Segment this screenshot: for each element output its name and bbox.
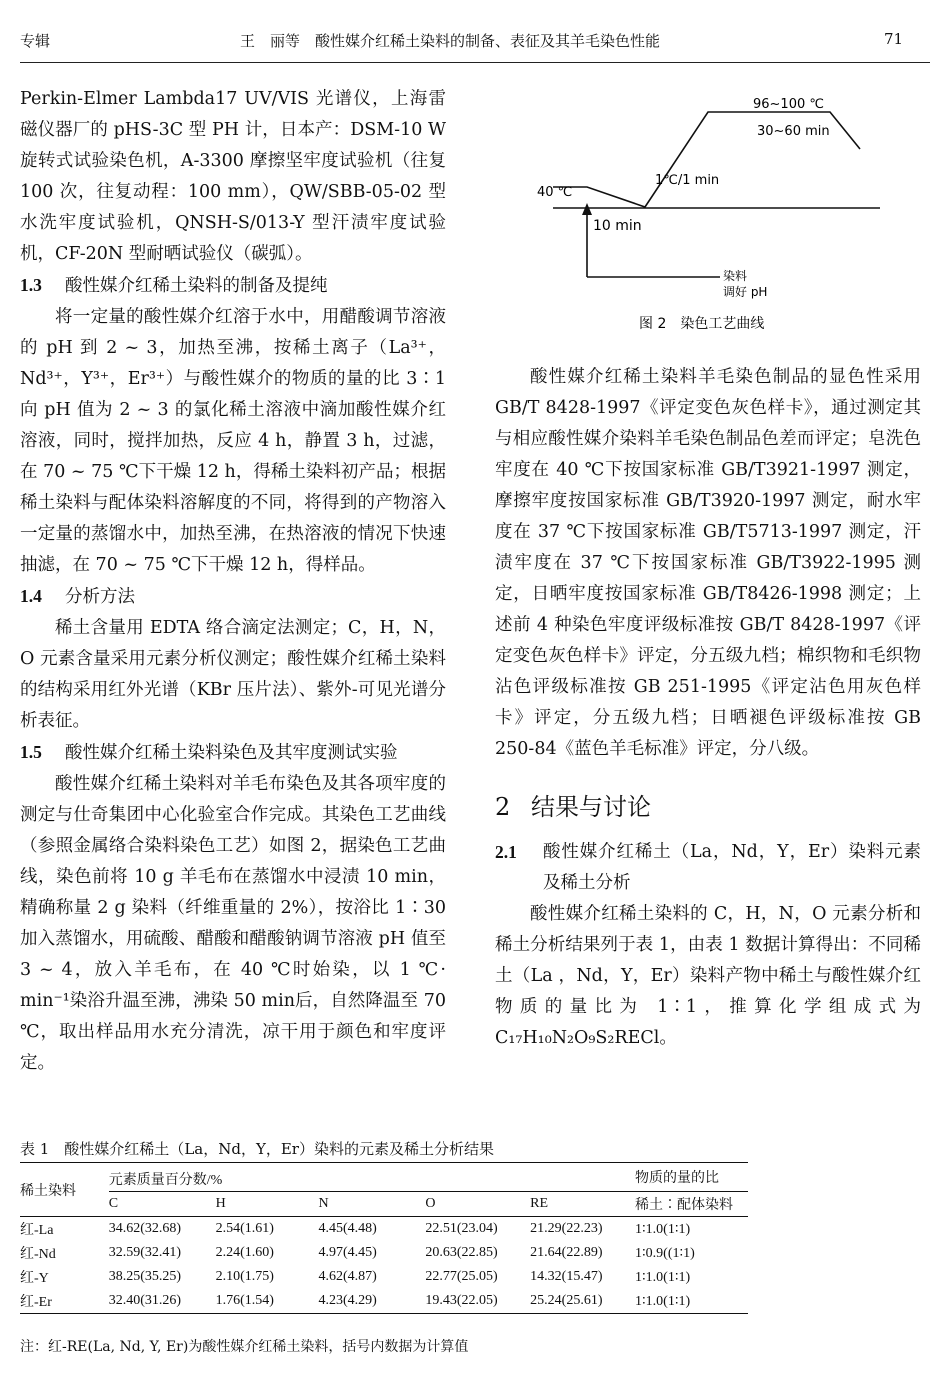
cell: 32.59(32.41) (108, 1245, 182, 1260)
header-c: C (109, 1192, 216, 1217)
section-2-1-paragraph: 酸性媒介红稀土染料的 C，H，N，O 元素分析和稀土分析结果列于表 1，由表 1 数据计算得出：不同稀土（La ，Nd，Y，Er）染料产物中稀土与酸性媒介红物质的量比为 1∶1，推算化学组成式为 C₁₇H₁₀N₂O₉S₂RECl。 (495, 904, 921, 1048)
right-column (495, 362, 921, 1054)
journal-section-label: 专辑 (20, 32, 51, 50)
cell: 红-Nd (20, 1247, 56, 1262)
section-1-5-heading (20, 737, 446, 769)
cell: 4.97(4.45) (318, 1245, 377, 1260)
figure-caption: 图 2 染色工艺曲线 (639, 316, 765, 332)
cell: 4.62(4.87) (318, 1269, 377, 1284)
label-start-temp: 40 ℃ (537, 185, 573, 200)
cell: 2.10(1.75) (215, 1269, 274, 1284)
label-dye: 染料 (723, 269, 748, 283)
section-1-3-heading (20, 270, 446, 302)
header-ratio-sub: 稀土∶配体染料 (635, 1192, 748, 1217)
cell: 22.77(25.05) (425, 1269, 498, 1284)
label-soak-time: 10 min (593, 218, 642, 234)
cell: 1∶1.0(1∶1) (635, 1269, 691, 1285)
cell: 1∶1.0(1∶1) (635, 1293, 691, 1309)
table-row (20, 1289, 748, 1314)
table-subheader-row (20, 1192, 748, 1217)
dyeing-process-figure (495, 92, 925, 342)
cell: 38.25(35.25) (108, 1269, 182, 1284)
section-title: 酸性媒介红稀土染料染色及其牢度测试实验 (65, 743, 398, 763)
header-n: N (318, 1192, 425, 1217)
cell: 21.29(22.23) (530, 1221, 603, 1236)
header-mass-percent: 元素质量百分数/% (109, 1163, 635, 1192)
table-title: 表 1 酸性媒介红稀土（La，Nd，Y，Er）染料的元素及稀土分析结果 (20, 1140, 494, 1158)
section-2-1-heading (495, 837, 921, 899)
cell: 1.76(1.54) (215, 1293, 274, 1308)
label-top-time: 30~60 min (757, 124, 830, 139)
section-title: 分析方法 (65, 587, 135, 607)
table-row (20, 1217, 748, 1242)
cell: 14.32(15.47) (530, 1269, 603, 1284)
section-number: 1.5 (20, 742, 42, 762)
cell: 红-Er (20, 1295, 52, 1310)
label-ph: 调好 pH (723, 285, 768, 299)
header-dye: 稀土染料 (20, 1163, 109, 1217)
cell: 4.23(4.29) (318, 1293, 377, 1308)
section-1-4-paragraph: 稀土含量用 EDTA 络合滴定法测定；C，H，N，O 元素含量采用元素分析仪测定；酸性媒介红稀土染料的结构采用红外光谱（KBr 压片法）、紫外-可见光谱分析表征。 (20, 618, 446, 731)
left-column (20, 84, 446, 1079)
cell: 1∶0.9((1∶1) (635, 1245, 695, 1261)
arrow-up-icon (582, 203, 592, 215)
cell: 25.24(25.61) (530, 1293, 603, 1308)
label-top-temp: 96~100 ℃ (753, 97, 824, 112)
cell: 2.54(1.61) (215, 1221, 274, 1236)
dyeing-curve-diagram (495, 92, 925, 342)
cell: 2.24(1.60) (215, 1245, 274, 1260)
cell: 34.62(32.68) (108, 1221, 182, 1236)
cell: 32.40(31.26) (108, 1293, 182, 1308)
section-1-3-paragraph: 将一定量的酸性媒介红溶于水中，用醋酸调节溶液的 pH 到 2 ~ 3，加热至沸，按稀土离子（La³⁺，Nd³⁺，Y³⁺，Er³⁺）与酸性媒介的物质的量的比 3∶1 向 pH 值为 2 ~ 3 的氯化稀土溶液中滴加酸性媒介红溶液，同时，搅拌加热，反应 4 h，静置 3 h，过滤，在 70 ~ 75 ℃下干燥 12 h，得稀土染料初产品；根据稀土染料与配体染料溶解度的不同，将得到的产物溶入一定量的蒸馏水中，加热至沸，在热溶液的情况下快速抽滤，在 70 ~ 75 ℃下干燥 12 h，得样品。 (20, 307, 446, 575)
label-rate: 1℃/1 min (655, 173, 720, 188)
section-number: 2.1 (495, 842, 517, 862)
table-row (20, 1241, 748, 1265)
section-1-4-heading (20, 581, 446, 613)
section-2-heading (495, 787, 921, 827)
header-rule (20, 62, 930, 63)
cell: 21.64(22.89) (530, 1245, 603, 1260)
fastness-paragraph: 酸性媒介红稀土染料羊毛染色制品的显色性采用 GB/T 8428-1997《评定变色灰色样卡》，通过测定其与相应酸性媒介染料羊毛染色制品色差而评定；皂洗色牢度在 40 ℃下按国家标准 GB/T3921-1997 测定，摩擦牢度按国家标准 GB/T3920-1997 测定，耐水牢度在 37 ℃下按国家标准 GB/T5713-1997 测定，汗渍牢度在 37 ℃下按国家标准 GB/T3922-1995 测定，日晒牢度按国家标准 GB/T8426-1998 测定；上述前 4 种染色牢度评级标准按 GB/T 8428-1997《评定变色灰色样卡》评定，分五级九档；棉织物和毛织物沾色评级标准按 GB 251-1995《评定沾色用灰色样卡》评定，分五级九档；日晒褪色评级标准按 GB 250-84《蓝色羊毛标准》评定，分八级。 (495, 367, 921, 759)
section-title: 结果与讨论 (531, 793, 651, 821)
cell: 19.43(22.05) (425, 1293, 498, 1308)
section-1-5-paragraph: 酸性媒介红稀土染料对羊毛布染色及其各项牢度的测定与仕奇集团中心化验室合作完成。其染色工艺曲线（参照金属络合染料染色工艺）如图 2，据染色工艺曲线，染色前将 10 g 羊毛布在蒸馏水中浸渍 10 min，精确称量 2 g 染料（纤维重量的 2%），按浴比 1∶30 加入蒸馏水，用硫酸、醋酸和醋酸钠调节溶液 pH 值至 3 ~ 4，放入羊毛布，在 40 ℃时始染，以 1 ℃· min⁻¹染浴升温至沸，沸染 50 min后，自然降温至 70 ℃，取出样品用水充分清洗，凉干用于颜色和牢度评定。 (20, 774, 446, 1073)
header-o: O (425, 1192, 530, 1217)
header-re: RE (530, 1192, 635, 1217)
running-title: 王 丽等 酸性媒介红稀土染料的制备、表征及其羊毛染色性能 (240, 32, 661, 50)
section-title: 酸性媒介红稀土染料的制备及提纯 (65, 276, 328, 296)
intro-paragraph: Perkin-Elmer Lambda17 UV/VIS 光谱仪，上海雷磁仪器厂的 pHS-3C 型 PH 计，日本产：DSM-10 W 旋转式试验染色机，A-3300 摩擦坚牢度试验机（往复 100 次，往复动程：100 mm），QW/SBB-05-02 型水洗牢度试验机，QNSH-S/013-Y 型汗渍牢度试验机，CF-20N 型耐晒试验仪（碳弧）。 (20, 89, 446, 264)
cell: 1∶1.0(1∶1) (635, 1221, 691, 1237)
table-note: 注：红-RE(La, Nd, Y, Er)为酸性媒介红稀土染料，括号内数据为计算值 (20, 1339, 469, 1355)
header-h: H (216, 1192, 319, 1217)
cell: 22.51(23.04) (425, 1221, 498, 1236)
section-number: 1.4 (20, 586, 42, 606)
cell: 20.63(22.85) (425, 1245, 498, 1260)
page-number: 71 (884, 30, 904, 48)
cell: 红-La (20, 1223, 54, 1238)
cell: 红-Y (20, 1271, 49, 1286)
cell: 4.45(4.48) (318, 1221, 377, 1236)
header-ratio: 物质的量的比 (635, 1163, 748, 1192)
section-number: 1.3 (20, 275, 42, 295)
table-row (20, 1265, 748, 1289)
analysis-table (20, 1162, 748, 1314)
section-title: 酸性媒介红稀土（La，Nd，Y，Er）染料元素及稀土分析 (543, 842, 921, 893)
section-number: 2 (495, 793, 511, 821)
table-header-row (20, 1163, 748, 1192)
